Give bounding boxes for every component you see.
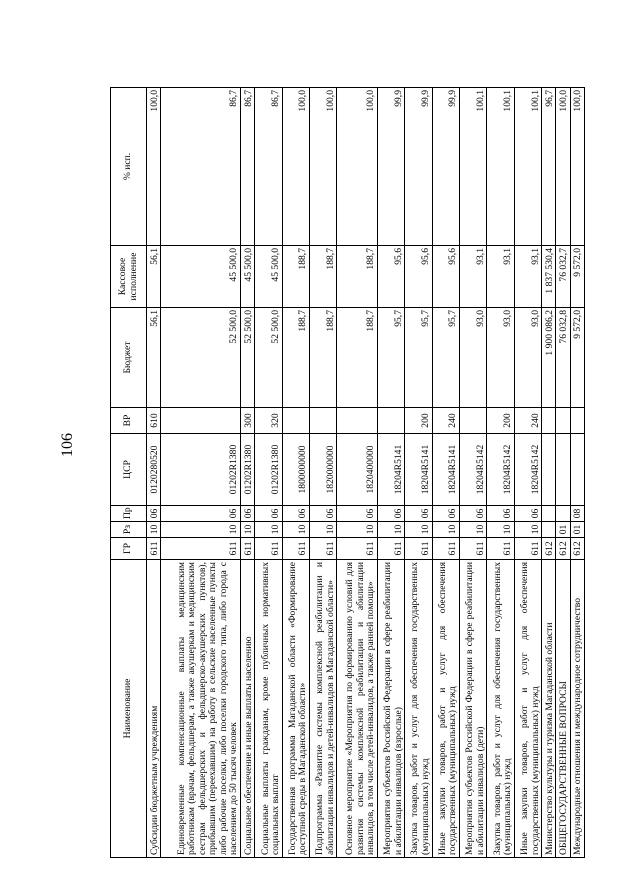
cell-name: Субсидии бюджетным учреждениям: [147, 560, 161, 858]
cell-csr: 18204R5141: [377, 434, 404, 506]
cell-name: Мероприятия субъектов Российской Федерации в сфере реабилитации и абилитации инвалидов (взрослые): [377, 560, 404, 858]
cell-gr: 611: [432, 538, 459, 560]
cell-name: Международные отношения и международное сотрудничество: [570, 560, 584, 858]
cell-gr: 612: [542, 538, 556, 560]
cell-gr: 611: [459, 538, 486, 560]
cell-pct: 100,1: [487, 88, 514, 246]
cell-kassa: 76 032,7: [556, 246, 570, 308]
cell-kassa: 9 572,0: [570, 246, 584, 308]
cell-rz: 10: [161, 522, 241, 538]
cell-pr: 06: [147, 506, 161, 522]
cell-csr: 01202R1380: [161, 434, 241, 506]
cell-csr: 0120280520: [147, 434, 161, 506]
cell-kassa: 95,6: [377, 246, 404, 308]
table-row: [309, 88, 336, 858]
table-body: [147, 88, 585, 858]
cell-gr: 611: [337, 538, 377, 560]
table-row: [161, 88, 241, 858]
table-row: [542, 88, 556, 858]
cell-pr: 06: [377, 506, 404, 522]
header-vr: ВР: [111, 408, 147, 434]
cell-gr: 611: [514, 538, 541, 560]
cell-rz: 10: [240, 522, 254, 538]
cell-vr: [542, 408, 556, 434]
table-row: [337, 88, 377, 858]
cell-pct: 99,9: [377, 88, 404, 246]
cell-vr: 610: [147, 408, 161, 434]
header-row: [111, 88, 147, 858]
cell-csr: [542, 434, 556, 506]
cell-rz: 10: [309, 522, 336, 538]
cell-csr: 01202R1380: [240, 434, 254, 506]
cell-pr: [542, 506, 556, 522]
cell-kassa: 45 500,0: [240, 246, 254, 308]
cell-vr: [282, 408, 309, 434]
table-row: [255, 88, 282, 858]
cell-pr: 06: [282, 506, 309, 522]
cell-gr: 611: [240, 538, 254, 560]
cell-kassa: 45 500,0: [161, 246, 241, 308]
cell-budget: 95,7: [377, 308, 404, 408]
cell-rz: 10: [487, 522, 514, 538]
cell-rz: 10: [255, 522, 282, 538]
cell-kassa: 93,1: [514, 246, 541, 308]
cell-csr: 18204R5142: [487, 434, 514, 506]
cell-kassa: 188,7: [309, 246, 336, 308]
cell-pct: 100,1: [459, 88, 486, 246]
cell-rz: 10: [282, 522, 309, 538]
cell-pr: 06: [405, 506, 432, 522]
cell-kassa: 1 837 530,4: [542, 246, 556, 308]
cell-rz: [542, 522, 556, 538]
cell-budget: 188,7: [309, 308, 336, 408]
cell-gr: 612: [556, 538, 570, 560]
cell-name: ОБЩЕГОСУДАРСТВЕННЫЕ ВОПРОСЫ: [556, 560, 570, 858]
table-row: [570, 88, 584, 858]
cell-rz: 10: [432, 522, 459, 538]
cell-gr: 611: [147, 538, 161, 560]
cell-pr: 06: [337, 506, 377, 522]
cell-budget: 188,7: [337, 308, 377, 408]
cell-name: Министерство культуры и туризма Магаданской области: [542, 560, 556, 858]
cell-csr: 1820000000: [309, 434, 336, 506]
cell-vr: [161, 408, 241, 434]
cell-rz: 10: [405, 522, 432, 538]
table-row: [282, 88, 309, 858]
cell-vr: 200: [487, 408, 514, 434]
cell-vr: [556, 408, 570, 434]
table-row: [432, 88, 459, 858]
cell-gr: 611: [309, 538, 336, 560]
cell-pct: 100,0: [556, 88, 570, 246]
header-name: Наименование: [111, 560, 147, 858]
cell-budget: 9 572,0: [570, 308, 584, 408]
cell-budget: 76 032,8: [556, 308, 570, 408]
cell-gr: 611: [487, 538, 514, 560]
table-row: [240, 88, 254, 858]
cell-budget: 52 500,0: [240, 308, 254, 408]
table-row: [405, 88, 432, 858]
cell-kassa: 45 500,0: [255, 246, 282, 308]
cell-vr: [377, 408, 404, 434]
header-gr: ГР: [111, 538, 147, 560]
cell-rz: 10: [514, 522, 541, 538]
cell-csr: 18204R5142: [459, 434, 486, 506]
cell-csr: [570, 434, 584, 506]
cell-budget: 95,7: [432, 308, 459, 408]
cell-rz: 10: [377, 522, 404, 538]
header-csr: ЦСР: [111, 434, 147, 506]
table-row: [487, 88, 514, 858]
cell-kassa: 188,7: [337, 246, 377, 308]
cell-pr: 06: [240, 506, 254, 522]
cell-kassa: 93,1: [459, 246, 486, 308]
cell-name: Иные закупки товаров, работ и услуг для обеспечения государственных (муниципальных) нужд: [514, 560, 541, 858]
cell-name: Социальное обеспечение и иные выплаты населению: [240, 560, 254, 858]
cell-vr: 240: [432, 408, 459, 434]
cell-pr: 06: [161, 506, 241, 522]
cell-pr: 06: [459, 506, 486, 522]
cell-csr: [556, 434, 570, 506]
cell-budget: 188,7: [282, 308, 309, 408]
cell-csr: 1800000000: [282, 434, 309, 506]
cell-vr: 320: [255, 408, 282, 434]
cell-vr: [459, 408, 486, 434]
cell-name: Социальные выплаты гражданам, кроме публичных нормативных социальных выплат: [255, 560, 282, 858]
cell-gr: 611: [161, 538, 241, 560]
cell-kassa: 95,6: [432, 246, 459, 308]
cell-pct: 100,0: [337, 88, 377, 246]
cell-name: Единовременные компенсационные выплаты медицинским работникам (врачам, фельдшерам, а также акушеркам и медицинским сестрам фельдшерских и фельдшерско-акушерских пунктов), прибывшим (переехавшим) на работу в сельские населенные пункты либо рабочие поселки, либо поселки городского типа, либо города с населением до 50 тысяч человек: [161, 560, 241, 858]
cell-pr: 06: [514, 506, 541, 522]
cell-pr: 08: [570, 506, 584, 522]
cell-budget: 95,7: [405, 308, 432, 408]
page-number: 106: [59, 433, 76, 457]
cell-csr: 18204R5141: [405, 434, 432, 506]
cell-kassa: 95,6: [405, 246, 432, 308]
cell-pr: 06: [255, 506, 282, 522]
cell-pr: 06: [309, 506, 336, 522]
cell-vr: 200: [405, 408, 432, 434]
cell-csr: 18204R5142: [514, 434, 541, 506]
cell-name: Подпрограмма «Развитие системы комплексной реабилитации и абилитации инвалидов и детей-инвалидов в Магаданской области»: [309, 560, 336, 858]
header-budget: Бюджет: [111, 308, 147, 408]
cell-vr: 240: [514, 408, 541, 434]
header-pct: % исп.: [111, 88, 147, 246]
header-rz: Рз: [111, 522, 147, 538]
cell-pct: 86,7: [161, 88, 241, 246]
header-pr: Пр: [111, 506, 147, 522]
table-row: [514, 88, 541, 858]
cell-name: Иные закупки товаров, работ и услуг для обеспечения государственных (муниципальных) нужд: [432, 560, 459, 858]
cell-name: Закупка товаров, работ и услуг для обеспечения государственных (муниципальных) нужд: [405, 560, 432, 858]
cell-kassa: 93,1: [487, 246, 514, 308]
budget-table: [110, 87, 585, 858]
cell-pct: 100,0: [282, 88, 309, 246]
cell-gr: 611: [282, 538, 309, 560]
rotated-table-wrapper: [110, 88, 585, 858]
cell-rz: 10: [337, 522, 377, 538]
cell-kassa: 188,7: [282, 246, 309, 308]
cell-budget: 93,0: [487, 308, 514, 408]
cell-pct: 100,0: [309, 88, 336, 246]
cell-pr: 06: [487, 506, 514, 522]
cell-pct: 100,0: [570, 88, 584, 246]
cell-gr: 611: [255, 538, 282, 560]
cell-name: Государственная программа Магаданской области «Формирование доступной среды в Магаданской области»: [282, 560, 309, 858]
cell-rz: 10: [459, 522, 486, 538]
cell-budget: 93,0: [514, 308, 541, 408]
cell-rz: 01: [570, 522, 584, 538]
cell-pct: 86,7: [240, 88, 254, 246]
cell-vr: [570, 408, 584, 434]
cell-csr: 1820400000: [337, 434, 377, 506]
table-row: [377, 88, 404, 858]
cell-name: Основное мероприятие «Мероприятия по формированию условий для развития системы комплексной реабилитации и абилитации инвалидов, в том числе детей-инвалидов, а также ранней помощи»: [337, 560, 377, 858]
cell-budget: 52 500,0: [161, 308, 241, 408]
cell-budget: 1 900 086,2: [542, 308, 556, 408]
cell-vr: [337, 408, 377, 434]
cell-pr: 06: [432, 506, 459, 522]
cell-vr: [309, 408, 336, 434]
cell-name: Закупка товаров, работ и услуг для обеспечения государственных (муниципальных) нужд: [487, 560, 514, 858]
cell-rz: 10: [147, 522, 161, 538]
cell-name: Мероприятия субъектов Российской Федерации в сфере реабилитации и абилитации инвалидов (дети): [459, 560, 486, 858]
cell-pct: 96,7: [542, 88, 556, 246]
cell-csr: 18204R5141: [432, 434, 459, 506]
cell-gr: 612: [570, 538, 584, 560]
cell-kassa: 56,1: [147, 246, 161, 308]
cell-pct: 100,1: [514, 88, 541, 246]
cell-pct: 100,0: [147, 88, 161, 246]
cell-gr: 611: [405, 538, 432, 560]
cell-budget: 52 500,0: [255, 308, 282, 408]
table-row: [556, 88, 570, 858]
table-row: [147, 88, 161, 858]
cell-csr: 01202R1380: [255, 434, 282, 506]
cell-pct: 99,9: [405, 88, 432, 246]
cell-budget: 93,0: [459, 308, 486, 408]
cell-pct: 99,9: [432, 88, 459, 246]
cell-budget: 56,1: [147, 308, 161, 408]
header-kassa: Кассовое исполнение: [111, 246, 147, 308]
cell-gr: 611: [377, 538, 404, 560]
cell-vr: 300: [240, 408, 254, 434]
cell-pct: 86,7: [255, 88, 282, 246]
cell-rz: 01: [556, 522, 570, 538]
cell-pr: [556, 506, 570, 522]
table-row: [459, 88, 486, 858]
